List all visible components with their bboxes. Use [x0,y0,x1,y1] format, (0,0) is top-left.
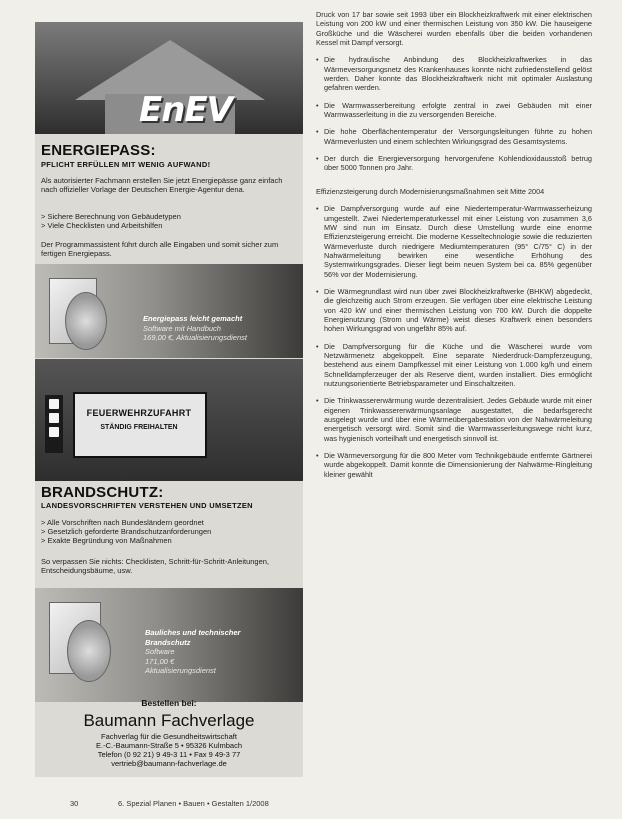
list-item: • Die Trinkwassererwärmung wurde dezentralisiert. Jedes Gebäude wurde mit einer eigenen Trinkwassererwärmungsanlage ausgestattet, die bedarfsgerecht ausgelegt wurde und über eine Wärmeübergabestation von der Nahwärmeleitung energetisch versorgt wird. Somit sind die Warmwasserleitungswege nicht kurz, was hygienisch vorteilhaft und energetisch sinnvoll ist. [316,396,592,443]
energiepass-title: ENERGIEPASS: [41,142,156,159]
list-item: > Gesetzlich geforderte Brandschutzanforderungen [41,527,212,536]
fire-lane-sign-photo [35,359,303,481]
brandschutz-outro: So verpassen Sie nichts: Checklisten, Schritt-für-Schritt-Anleitungen, Entscheidungsbäume, usw. [41,557,270,575]
energiepass-product-banner [35,264,303,358]
energiepass-product-info: Energiepass leicht gemacht Software mit Handbuch 169,00 €, Aktualisierungsdienst [143,314,247,342]
energiepass-intro: Als autorisierter Fachmann erstellen Sie jetzt Energiepässe ganz einfach nach offizieller Vorlage der Deutschen Energie-Agentur dena. [41,176,283,194]
list-item: • Die Warmwasserbereitung erfolgte zentral in zwei Gebäuden mit einer Warmwasserleitung in die zu versorgenden Bereiche. [316,101,592,120]
list-item: • Die Dampfversorgung für die Küche und die Wäscherei wurde vom Netzwärmenetz abgekoppelt. Eine separate Niederdruck-Dampferzeugung, bestehend aus einem Dampfkessel mit einer Leistung von 1.000 kg/h und einem Schnelldampferzeuger der als Reserve dient, wurden installiert. Dies ermöglicht nutzungsorientierte Betriebsparameter und Einschaltzeiten. [316,342,592,389]
energiepass-subtitle: PFLICHT ERFÜLLEN MIT WENIG AUFWAND! [41,160,211,169]
article-intro: Druck von 17 bar sowie seit 1993 über ein Blockheizkraftwerk mit einer elektrischen Leistung von 200 kW und einer thermischen Leistung von 350 kW. Die hauseigene Großküche und die Wäscherei wurden ebenfalls über die beiden vorhandenen Kessel mit Dampf versorgt. [316,10,592,48]
section-heading: Effizienzsteigerung durch Modernisierungsmaßnahmen seit Mitte 2004 [316,186,545,196]
energiepass-bullets [41,212,181,230]
journal-footer: 6. Spezial Planen • Bauen • Gestalten 1/2008 [118,799,269,808]
list-item: > Exakte Begründung von Maßnahmen [41,536,172,545]
list-item: • Der durch die Energieversorgung hervorgerufene Kohlendioxidausstoß betrug über 5000 Tonnen pro Jahr. [316,154,592,173]
list-item: > Alle Vorschriften nach Bundesländern geordnet [41,518,204,527]
publisher-address: Fachverlag für die Gesundheitswirtschaft E.-C.-Baumann-Straße 5 • 95326 Kulmbach Telefon (0 92 21) 9 49-3 11 • Fax 9 49-3 77 vertrieb@baumann-fachverlage.de [35,732,303,768]
list-item: • Die hohe Oberflächentemperatur der Versorgungsleitungen führte zu hohen Wärmeverlusten und einem schlechten Wirkungsgrad des Gesamtsystems. [316,127,592,146]
cd-disc-image [65,292,107,350]
fire-lane-sign: FEUERWEHRZUFAHRT STÄNDIG FREIHALTEN [73,392,207,458]
brandschutz-title: BRANDSCHUTZ: [41,484,164,501]
list-item: • Die Dampfversorgung wurde auf eine Niedertemperatur-Warmwasserheizung umgestellt. Zwei Niedertemperaturkessel mit einer Leistung von zusammen 3,6 MW sind nun im Einsatz. Durch diese Umstellung wurde eine enorme Effizienzsteigerung erreicht. Die moderne Kesseltechnologie sowie die reduzierten Wärmeverluste durch niedrigere Mediumtemperaturen (95° C/75° C) in der Nahwärmeleitung bewirken eine wesentliche Erhöhung des Systemwirkungsgrades. Dieser liegt beim neuen System bei ca. 85% gegenüber 56% vor der Modernisierung. [316,204,592,279]
order-title: Bestellen bei: [141,698,197,708]
page-number: 30 [70,799,79,808]
brandschutz-product-info: Bauliches und technischer Brandschutz Software 171,00 € Aktualisierungsdienst [145,628,241,675]
enev-logo: EnEV [139,90,232,130]
publisher-name: Baumann Fachverlage [83,711,255,730]
list-item: • Die Wärmegrundlast wird nun über zwei Blockheizkraftwerke (BHKW) abgedeckt, die gleichzeitig auch Strom erzeugen. Sie verfügen über eine elektrische Leistung von 420 kW und einer thermischen Leistung von 700 kW. Durch die doppelte Energienutzung (Strom und Wärme) weist dieses Kraftwerk einen besonders hohen Wirkungsgrad von ungefähr 85% auf. [316,287,592,334]
list-item: • Die hydraulische Anbindung des Blockheizkraftwerkes in das Wärmeversorgungsnetz des Krankenhauses konnte nicht zufriedenstellend gelöst werden. Daher konnte das Blockheizkraftwerk nicht mit optimaler Auslastung gefahren werden. [316,55,592,92]
list-item: > Viele Checklisten und Arbeitshilfen [41,221,163,230]
cd-disc-image [67,620,111,682]
article-column [316,10,592,487]
publisher-email[interactable]: vertrieb@baumann-fachverlage.de [111,759,227,768]
brandschutz-product-banner [35,588,303,702]
lamp-shape [45,395,63,453]
brandschutz-bullets [41,518,211,545]
advertisement [35,22,303,777]
enev-house-image [35,22,303,134]
list-item: • Die Wärmeversorgung für die 800 Meter vom Technikgebäude entfernte Gärtnerei wurde abgekoppelt. Damit konnte die Dimensionierung der Nahwärme-Ringleitung kleiner gewählt [316,451,592,479]
brandschutz-subtitle: LANDESVORSCHRIFTEN VERSTEHEN UND UMSETZEN [41,501,253,510]
energiepass-outro: Der Programmassistent führt durch alle Eingaben und somit sicher zum fertigen Energiepass. [41,240,279,258]
list-item: > Sichere Berechnung von Gebäudetypen [41,212,181,221]
